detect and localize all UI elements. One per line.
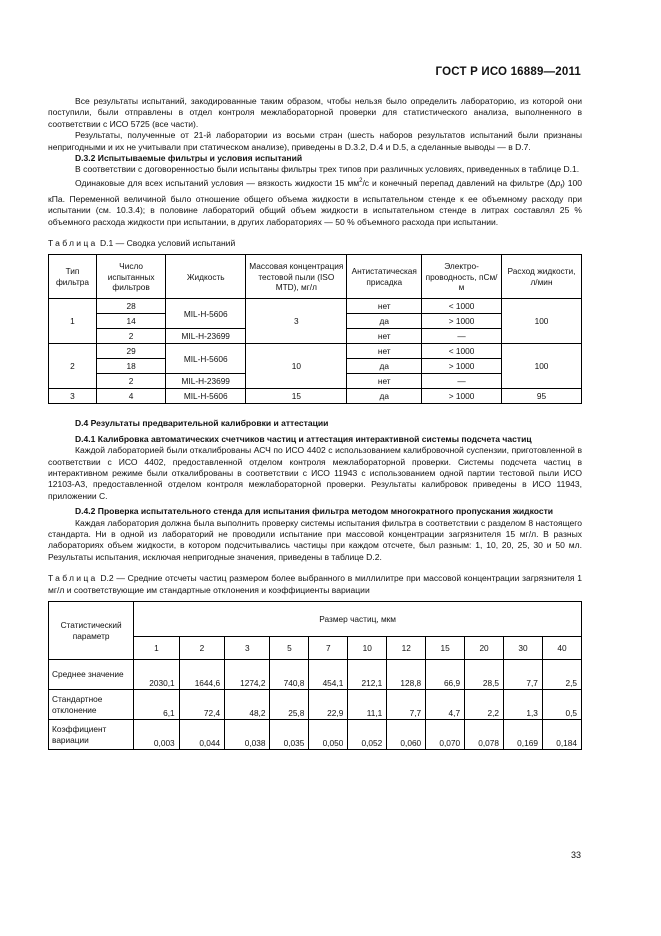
document-body bbox=[48, 96, 582, 750]
table-row: 18 да > 1000 bbox=[49, 359, 582, 374]
table-row: 2 29 MIL-H-5606 10 нет < 1000 100 bbox=[49, 344, 582, 359]
col-header: Расход жидкости, л/мин bbox=[502, 255, 582, 299]
table-row: 2 MIL-H-23699 нет — bbox=[49, 329, 582, 344]
section-heading: D.4.1 Калибровка автоматических счетчиков частиц и аттестация интерактивной системы подсчета частиц bbox=[75, 433, 532, 444]
col-header: Тип фильтра bbox=[49, 255, 97, 299]
section-heading: D.4 Результаты предварительной калибровки и аттестации bbox=[75, 418, 329, 429]
paragraph: В соответствии с договоренностью были испытаны фильтры трех типов при различных условиях, приведенных в таблице D.1. bbox=[75, 164, 580, 175]
table-row: 2 MIL-H-23699 нет — bbox=[49, 374, 582, 389]
paragraph: Все результаты испытаний, закодированные таким образом, чтобы нельзя было определить лабораторию, из которой они поступили, были отправлены в отдел контроля межлабораторной проверки для статистического анализа, выполненного в соответствии с ИСО 5725 (все части). bbox=[48, 96, 582, 129]
col-header: Статистический параметр bbox=[49, 602, 134, 660]
page-header: ГОСТ Р ИСО 16889—2011 bbox=[435, 66, 581, 78]
col-header: Размер частиц, мкм bbox=[134, 602, 582, 637]
table-row: 3 4 MIL-H-5606 15 да > 1000 95 bbox=[49, 389, 582, 404]
paragraph: Каждая лаборатория должна была выполнить проверку системы испытания фильтра в соответствии с разделом 8 настоящего стандарта. Ни в одной из лабораторий не проводили испытание при массовой концентрации загрязнителя 15 мг/л. В разных лабораториях объем жидкости, в котором подсчитывались частицы при каждом отсчете, был разным: 1, 10, 20, 25, 30 и 50 мл. Результаты испытания, исключая непригодные значения, приведены в таблице D.2. bbox=[48, 517, 582, 562]
size-row: 1 2 3 5 7 10 12 15 20 30 40 bbox=[49, 637, 582, 660]
section-heading: D.3.2 Испытываемые фильтры и условия испытаний bbox=[75, 153, 303, 164]
section-heading: D.4.2 Проверка испытательного стенда для испытания фильтра методом многократного пропускания жидкости bbox=[75, 506, 554, 517]
col-header: Антистатическая присадка bbox=[347, 255, 422, 299]
table-row: Коэффициент вариации 0,003 0,044 0,038 0,035 0,050 0,052 0,060 0,070 0,078 0,169 0,184 bbox=[49, 720, 582, 750]
table-d1 bbox=[48, 254, 582, 404]
col-header: Массовая концентрация тестовой пыли (ISO MTD), мг/л bbox=[246, 255, 347, 299]
table-row: Среднее значение 2030,1 1644,6 1274,2 740,8 454,1 212,1 128,8 66,9 28,5 7,7 2,5 bbox=[49, 660, 582, 690]
table-row: 1 28 MIL-H-5606 3 нет < 1000 100 bbox=[49, 299, 582, 314]
col-header: Электро-проводность, пСм/м bbox=[422, 255, 502, 299]
table-d2 bbox=[48, 601, 582, 750]
table-row: 14 да > 1000 bbox=[49, 314, 582, 329]
page-number: 33 bbox=[570, 850, 581, 860]
paragraph: Результаты, полученные от 21-й лаборатории из восьми стран (шесть наборов результатов испытаний были признаны непригодными и их не учитывали при статическом анализе), приведены в D.3.2, D.4 и D.5, а сделанные выводы — в D.7. bbox=[48, 130, 582, 152]
col-header: Жидкость bbox=[166, 255, 246, 299]
table-caption: Таблица D.1 — Сводка условий испытаний bbox=[48, 238, 236, 249]
table-header-row bbox=[49, 602, 582, 637]
table-header-row bbox=[49, 255, 582, 299]
table-row: Стандартное отклонение 6,1 72,4 48,2 25,8 22,9 11,1 7,7 4,7 2,2 1,3 0,5 bbox=[49, 690, 582, 720]
paragraph: Одинаковые для всех испытаний условия — вязкость жидкости 15 $мм^2/с$ и конечный перепад давлений на фильтре $(\Delta p_f)$ 100 кПа. Переменной величиной было отношение общего объема жидкости в испытательном стенде к ее объемному расходу при испытании (см. 10.3.4); в половине лабораторий общий объем жидкости в испытательном стенде в литрах составлял 25 % объемного расхода жидкости при испытании, в других лабораториях — 50 % объемного расхода при испытании. bbox=[48, 177, 583, 227]
paragraph: Каждой лабораторией были откалиброваны АСЧ по ИСО 4402 с использованием калибровочной суспензии, приготовленной в соответствии с ИСО 4402, предоставленной отделом контроля межлабораторной проверки. Системы подсчета частиц в интерактивном режиме были откалиброваны в соответствии с ИСО 11943 с использованием одной партии тестовой пыли ИСО 12103-А3, предоставленной отделом контроля межлабораторной проверки. Результаты калибровок приведены в ИСО 11943, приложении С. bbox=[48, 445, 582, 501]
table-caption: Таблица D.2 — Средние отсчеты частиц размером более выбранного в миллилитре при массовой концентрации загрязнителя 1 мг/л и соответствующие им стандартные отклонения и коэффициенты вариации bbox=[48, 573, 582, 595]
col-header: Число испытанных фильтров bbox=[96, 255, 165, 299]
